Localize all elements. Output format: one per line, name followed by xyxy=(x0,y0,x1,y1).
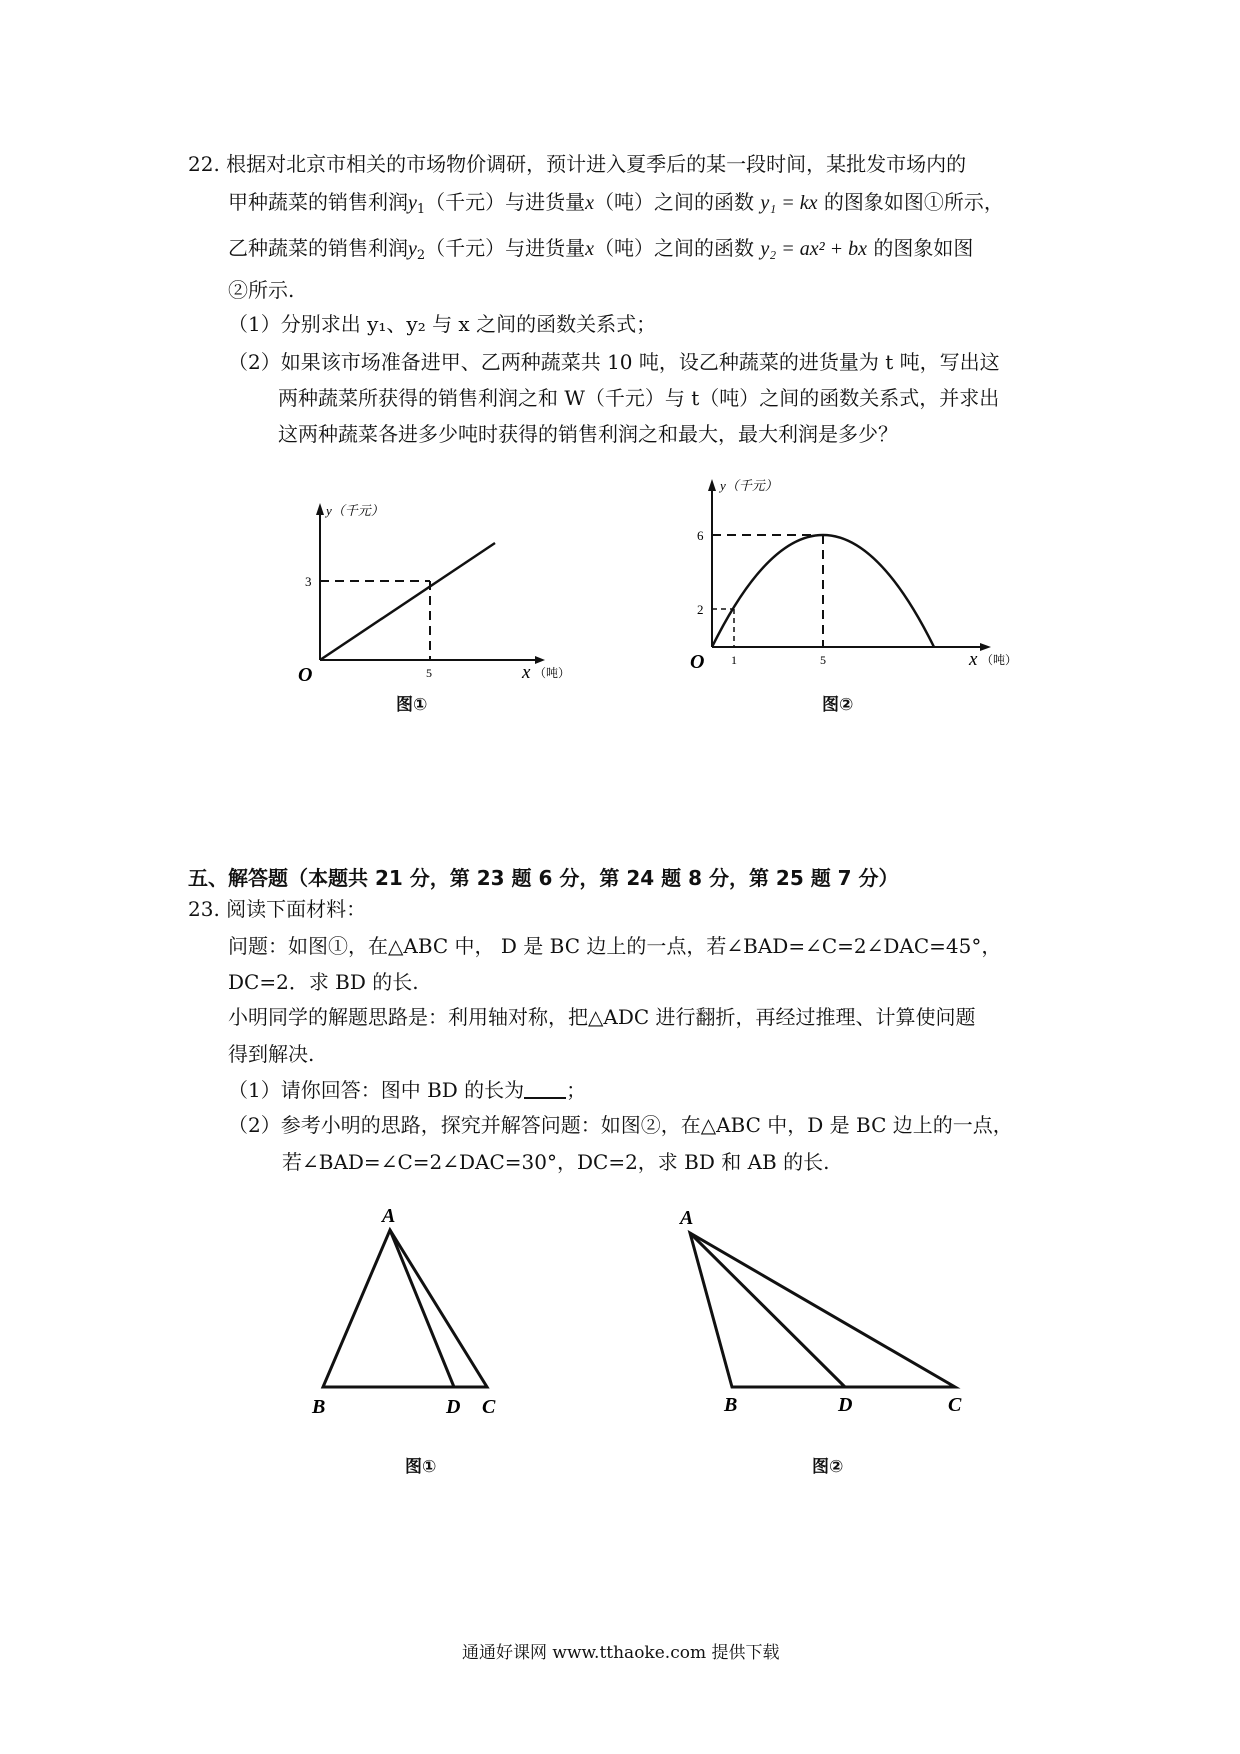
page-footer: 通通好课网 www.tthaoke.com 提供下载 xyxy=(462,1643,780,1663)
q23-part1 xyxy=(228,1078,586,1102)
tri2-caption: 图② xyxy=(812,1457,844,1477)
tri1-label-c: C xyxy=(482,1396,496,1418)
q22-line3-d: 的图象如图 xyxy=(873,236,974,260)
q22-number: 22. xyxy=(188,152,220,176)
q23-part1-text: （1）请你回答：图中 BD 的长为 xyxy=(228,1078,525,1102)
triangle-figure-1 xyxy=(300,1195,580,1425)
fig2-tick-x1: 1 xyxy=(731,653,737,667)
fig2-y-label: y（千元） xyxy=(720,478,778,493)
fig1-y-arrow xyxy=(316,503,324,515)
q23-part1-end: ； xyxy=(566,1078,587,1102)
tri1-label-a: A xyxy=(382,1205,396,1227)
var-y1: y xyxy=(408,192,417,214)
figure-1-graph xyxy=(290,495,570,685)
q23-intro: 阅读下面材料： xyxy=(226,897,367,921)
var-y2: y xyxy=(408,238,417,260)
answer-blank xyxy=(524,1079,566,1099)
fig2-x-arrow xyxy=(980,643,991,651)
q22-line3 xyxy=(228,236,973,268)
fig1-line xyxy=(320,543,495,660)
q22-part2-line2: 两种蔬菜所获得的销售利润之和 W（千元）与 t（吨）之间的函数关系式，并求出 xyxy=(278,386,1000,410)
tri2-label-d: D xyxy=(838,1394,853,1416)
tri2-label-a: A xyxy=(680,1207,694,1229)
q22-part1: （1）分别求出 y₁、y₂ 与 x 之间的函数关系式； xyxy=(228,312,657,336)
fig2-origin: O xyxy=(690,651,705,673)
fig2-x-unit: （吨） xyxy=(981,653,1018,667)
fig1-x-arrow xyxy=(535,656,545,664)
fig1-x-label: x xyxy=(522,662,531,683)
fig2-tick-y6: 6 xyxy=(697,528,704,543)
tri1-triangle-abc xyxy=(323,1230,487,1387)
q23-number: 23. xyxy=(188,897,220,921)
q23-idea-line2: 得到解决. xyxy=(228,1042,315,1066)
fig1-x-unit: （吨） xyxy=(534,666,570,680)
formula-y1: y₁ = kx xyxy=(760,192,818,214)
var-x2: x xyxy=(585,238,595,260)
sub-2: 2 xyxy=(416,248,426,263)
fig1-origin: O xyxy=(298,664,313,685)
tri1-caption: 图① xyxy=(405,1457,437,1477)
q22-line3-a: 乙种蔬菜的销售利润 xyxy=(228,236,408,260)
fig2-x-label: x xyxy=(969,649,978,670)
q23-intro-line xyxy=(188,897,366,921)
q22-line2-c: （吨）之间的函数 xyxy=(594,190,755,214)
fig1-tick-y: 3 xyxy=(305,574,312,589)
tri1-label-b: B xyxy=(312,1396,326,1418)
q22-part2-line3: 这两种蔬菜各进多少吨时获得的销售利润之和最大，最大利润是多少？ xyxy=(278,422,898,446)
tri2-label-b: B xyxy=(724,1394,738,1416)
fig1-y-label: y（千元） xyxy=(326,503,384,518)
formula-y2: y₂ = ax² + bx xyxy=(760,238,867,260)
fig2-tick-y2: 2 xyxy=(697,602,704,617)
fig2-y-arrow xyxy=(708,479,716,491)
tri2-label-c: C xyxy=(948,1394,962,1416)
figure-2-graph xyxy=(680,475,1040,685)
fig2-tick-x5: 5 xyxy=(820,653,826,667)
fig1-caption: 图① xyxy=(396,695,428,715)
q22-line4: ②所示. xyxy=(228,278,295,302)
q22-line1 xyxy=(188,152,966,176)
var-x: x xyxy=(585,192,595,214)
q23-problem-line2: DC=2．求 BD 的长. xyxy=(228,970,419,994)
section-5-title: 五、解答题（本题共 21 分，第 23 题 6 分，第 24 题 8 分，第 25 题 7 分） xyxy=(188,866,899,890)
q22-text-line1: 根据对北京市相关的市场物价调研，预计进入夏季后的某一段时间，某批发市场内的 xyxy=(226,152,967,176)
q22-line2-d: 的图象如图①所示， xyxy=(823,190,1004,214)
q23-part2-line1: （2）参考小明的思路，探究并解答问题：如图②，在△ABC 中，D 是 BC 边上的一点， xyxy=(228,1113,1013,1137)
fig1-tick-x: 5 xyxy=(426,666,432,680)
q22-line2-b: （千元）与进货量 xyxy=(425,190,586,214)
q22-line3-b: （千元）与进货量 xyxy=(425,236,586,260)
q22-line3-c: （吨）之间的函数 xyxy=(594,236,755,260)
q22-line2 xyxy=(228,190,1004,222)
q22-line2-a: 甲种蔬菜的销售利润 xyxy=(228,190,408,214)
q23-part2-line2: 若∠BAD=∠C=2∠DAC=30°，DC=2，求 BD 和 AB 的长. xyxy=(282,1150,830,1174)
q22-part2-line1: （2）如果该市场准备进甲、乙两种蔬菜共 10 吨，设乙种蔬菜的进货量为 t 吨，写出这 xyxy=(228,350,1000,374)
q23-problem-line1: 问题：如图①，在△ABC 中， D 是 BC 边上的一点，若∠BAD=∠C=2∠DAC=45°， xyxy=(228,934,1002,958)
triangle-figure-2 xyxy=(670,1200,990,1420)
tri1-segment-ad xyxy=(390,1230,454,1387)
sub-1: 1 xyxy=(416,202,426,217)
tri1-label-d: D xyxy=(446,1396,461,1418)
q23-idea-line1: 小明同学的解题思路是：利用轴对称，把△ADC 进行翻折，再经过推理、计算使问题 xyxy=(228,1005,976,1029)
fig2-caption: 图② xyxy=(822,695,854,715)
